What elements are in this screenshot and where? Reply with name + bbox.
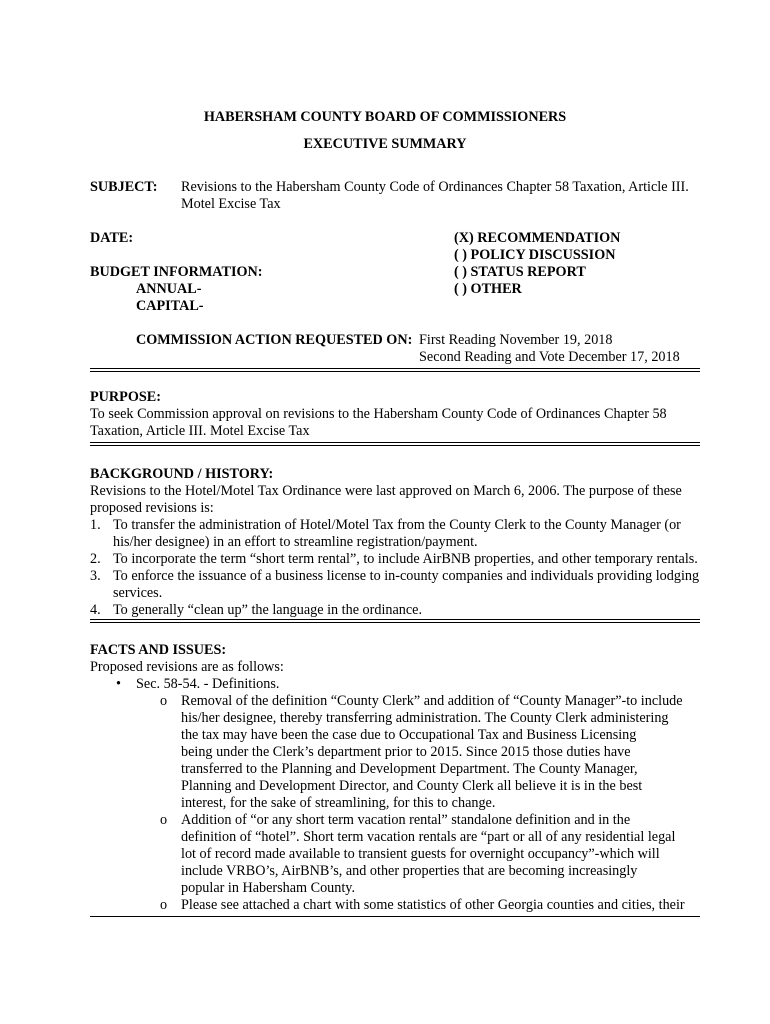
purpose-line-1: To seek Commission approval on revisions to the Habersham County Code of Ordinances Chapter 58 xyxy=(90,406,667,422)
sub-item-line: the tax may have been the case due to Occupational Tax and Business Licensing xyxy=(181,727,637,743)
background-heading: BACKGROUND / HISTORY: xyxy=(90,466,274,482)
action-other: ( ) OTHER xyxy=(454,281,522,297)
subject-line-1: Revisions to the Habersham County Code of Ordinances Chapter 58 Taxation, Article III. xyxy=(181,179,689,195)
section-divider xyxy=(90,619,700,623)
sub-item-line: Addition of “or any short term vacation rental” standalone definition and in the xyxy=(181,812,631,828)
commission-action-label: COMMISSION ACTION REQUESTED ON: xyxy=(136,332,413,348)
list-item-number: 3. xyxy=(90,568,101,584)
list-item-number: 2. xyxy=(90,551,101,567)
facts-heading: FACTS AND ISSUES: xyxy=(90,642,227,658)
sub-item-line: Planning and Development Director, and County Clerk all believe it is in the best xyxy=(181,778,643,794)
list-item-line: his/her designee) in an effort to streamline registration/payment. xyxy=(113,534,478,550)
purpose-heading: PURPOSE: xyxy=(90,389,161,405)
budget-capital: CAPITAL- xyxy=(136,298,204,314)
list-item-line: To generally “clean up” the language in the ordinance. xyxy=(113,602,423,618)
sub-item-line: Please see attached a chart with some statistics of other Georgia counties and cities, their xyxy=(181,897,685,913)
document-type-title: EXECUTIVE SUMMARY xyxy=(303,136,467,152)
bullet-icon: • xyxy=(116,676,121,692)
facts-intro: Proposed revisions are as follows: xyxy=(90,659,284,675)
list-item-line: services. xyxy=(113,585,163,601)
sub-item-line: transferred to the Planning and Development Department. The County Manager, xyxy=(181,761,638,777)
sub-item-line: definition of “hotel”. Short term vacation rentals are “part or all of any residential legal xyxy=(181,829,676,845)
budget-annual: ANNUAL- xyxy=(136,281,202,297)
sub-item-line: Removal of the definition “County Clerk” and addition of “County Manager”-to include xyxy=(181,693,683,709)
action-policy-discussion: ( ) POLICY DISCUSSION xyxy=(454,247,616,263)
list-item-number: 4. xyxy=(90,602,101,618)
document-org-title: HABERSHAM COUNTY BOARD OF COMMISSIONERS xyxy=(203,109,567,125)
sub-bullet-icon: o xyxy=(160,897,168,913)
sub-item-line: being under the Clerk’s department prior to 2015. Since 2015 those duties have xyxy=(181,744,631,760)
background-intro-line-2: proposed revisions is: xyxy=(90,500,214,516)
section-divider xyxy=(90,368,700,372)
budget-label: BUDGET INFORMATION: xyxy=(90,264,263,280)
list-item-line: To transfer the administration of Hotel/Motel Tax from the County Clerk to the County Manager (or xyxy=(113,517,681,533)
action-status-report: ( ) STATUS REPORT xyxy=(454,264,586,280)
date-label: DATE: xyxy=(90,230,134,246)
sub-bullet-icon: o xyxy=(160,812,168,828)
second-reading-date: Second Reading and Vote December 17, 2018 xyxy=(419,349,680,365)
sub-item-line: include VRBO’s, AirBNB’s, and other properties that are becoming increasingly xyxy=(181,863,638,879)
list-item-line: To incorporate the term “short term rental”, to include AirBNB properties, and other temporary rentals. xyxy=(113,551,698,567)
first-reading-date: First Reading November 19, 2018 xyxy=(419,332,613,348)
sub-item-line: interest, for the sake of streamlining, for this to change. xyxy=(181,795,496,811)
subject-line-2: Motel Excise Tax xyxy=(181,196,281,212)
subject-label: SUBJECT: xyxy=(90,179,158,195)
sub-item-line: popular in Habersham County. xyxy=(181,880,356,896)
sub-bullet-icon: o xyxy=(160,693,168,709)
section-divider xyxy=(90,916,700,917)
action-recommendation: (X) RECOMMENDATION xyxy=(454,230,621,246)
purpose-line-2: Taxation, Article III. Motel Excise Tax xyxy=(90,423,310,439)
list-item-line: To enforce the issuance of a business license to in-county companies and individuals providing lodging xyxy=(113,568,700,584)
list-item-number: 1. xyxy=(90,517,101,533)
background-intro-line-1: Revisions to the Hotel/Motel Tax Ordinance were last approved on March 6, 2006. The purpose of these xyxy=(90,483,682,499)
definitions-section-title: Sec. 58-54. - Definitions. xyxy=(136,676,280,692)
section-divider xyxy=(90,442,700,446)
sub-item-line: his/her designee, thereby transferring administration. The County Clerk administering xyxy=(181,710,669,726)
sub-item-line: lot of record made available to transient guests for overnight occupancy”-which will xyxy=(181,846,660,862)
